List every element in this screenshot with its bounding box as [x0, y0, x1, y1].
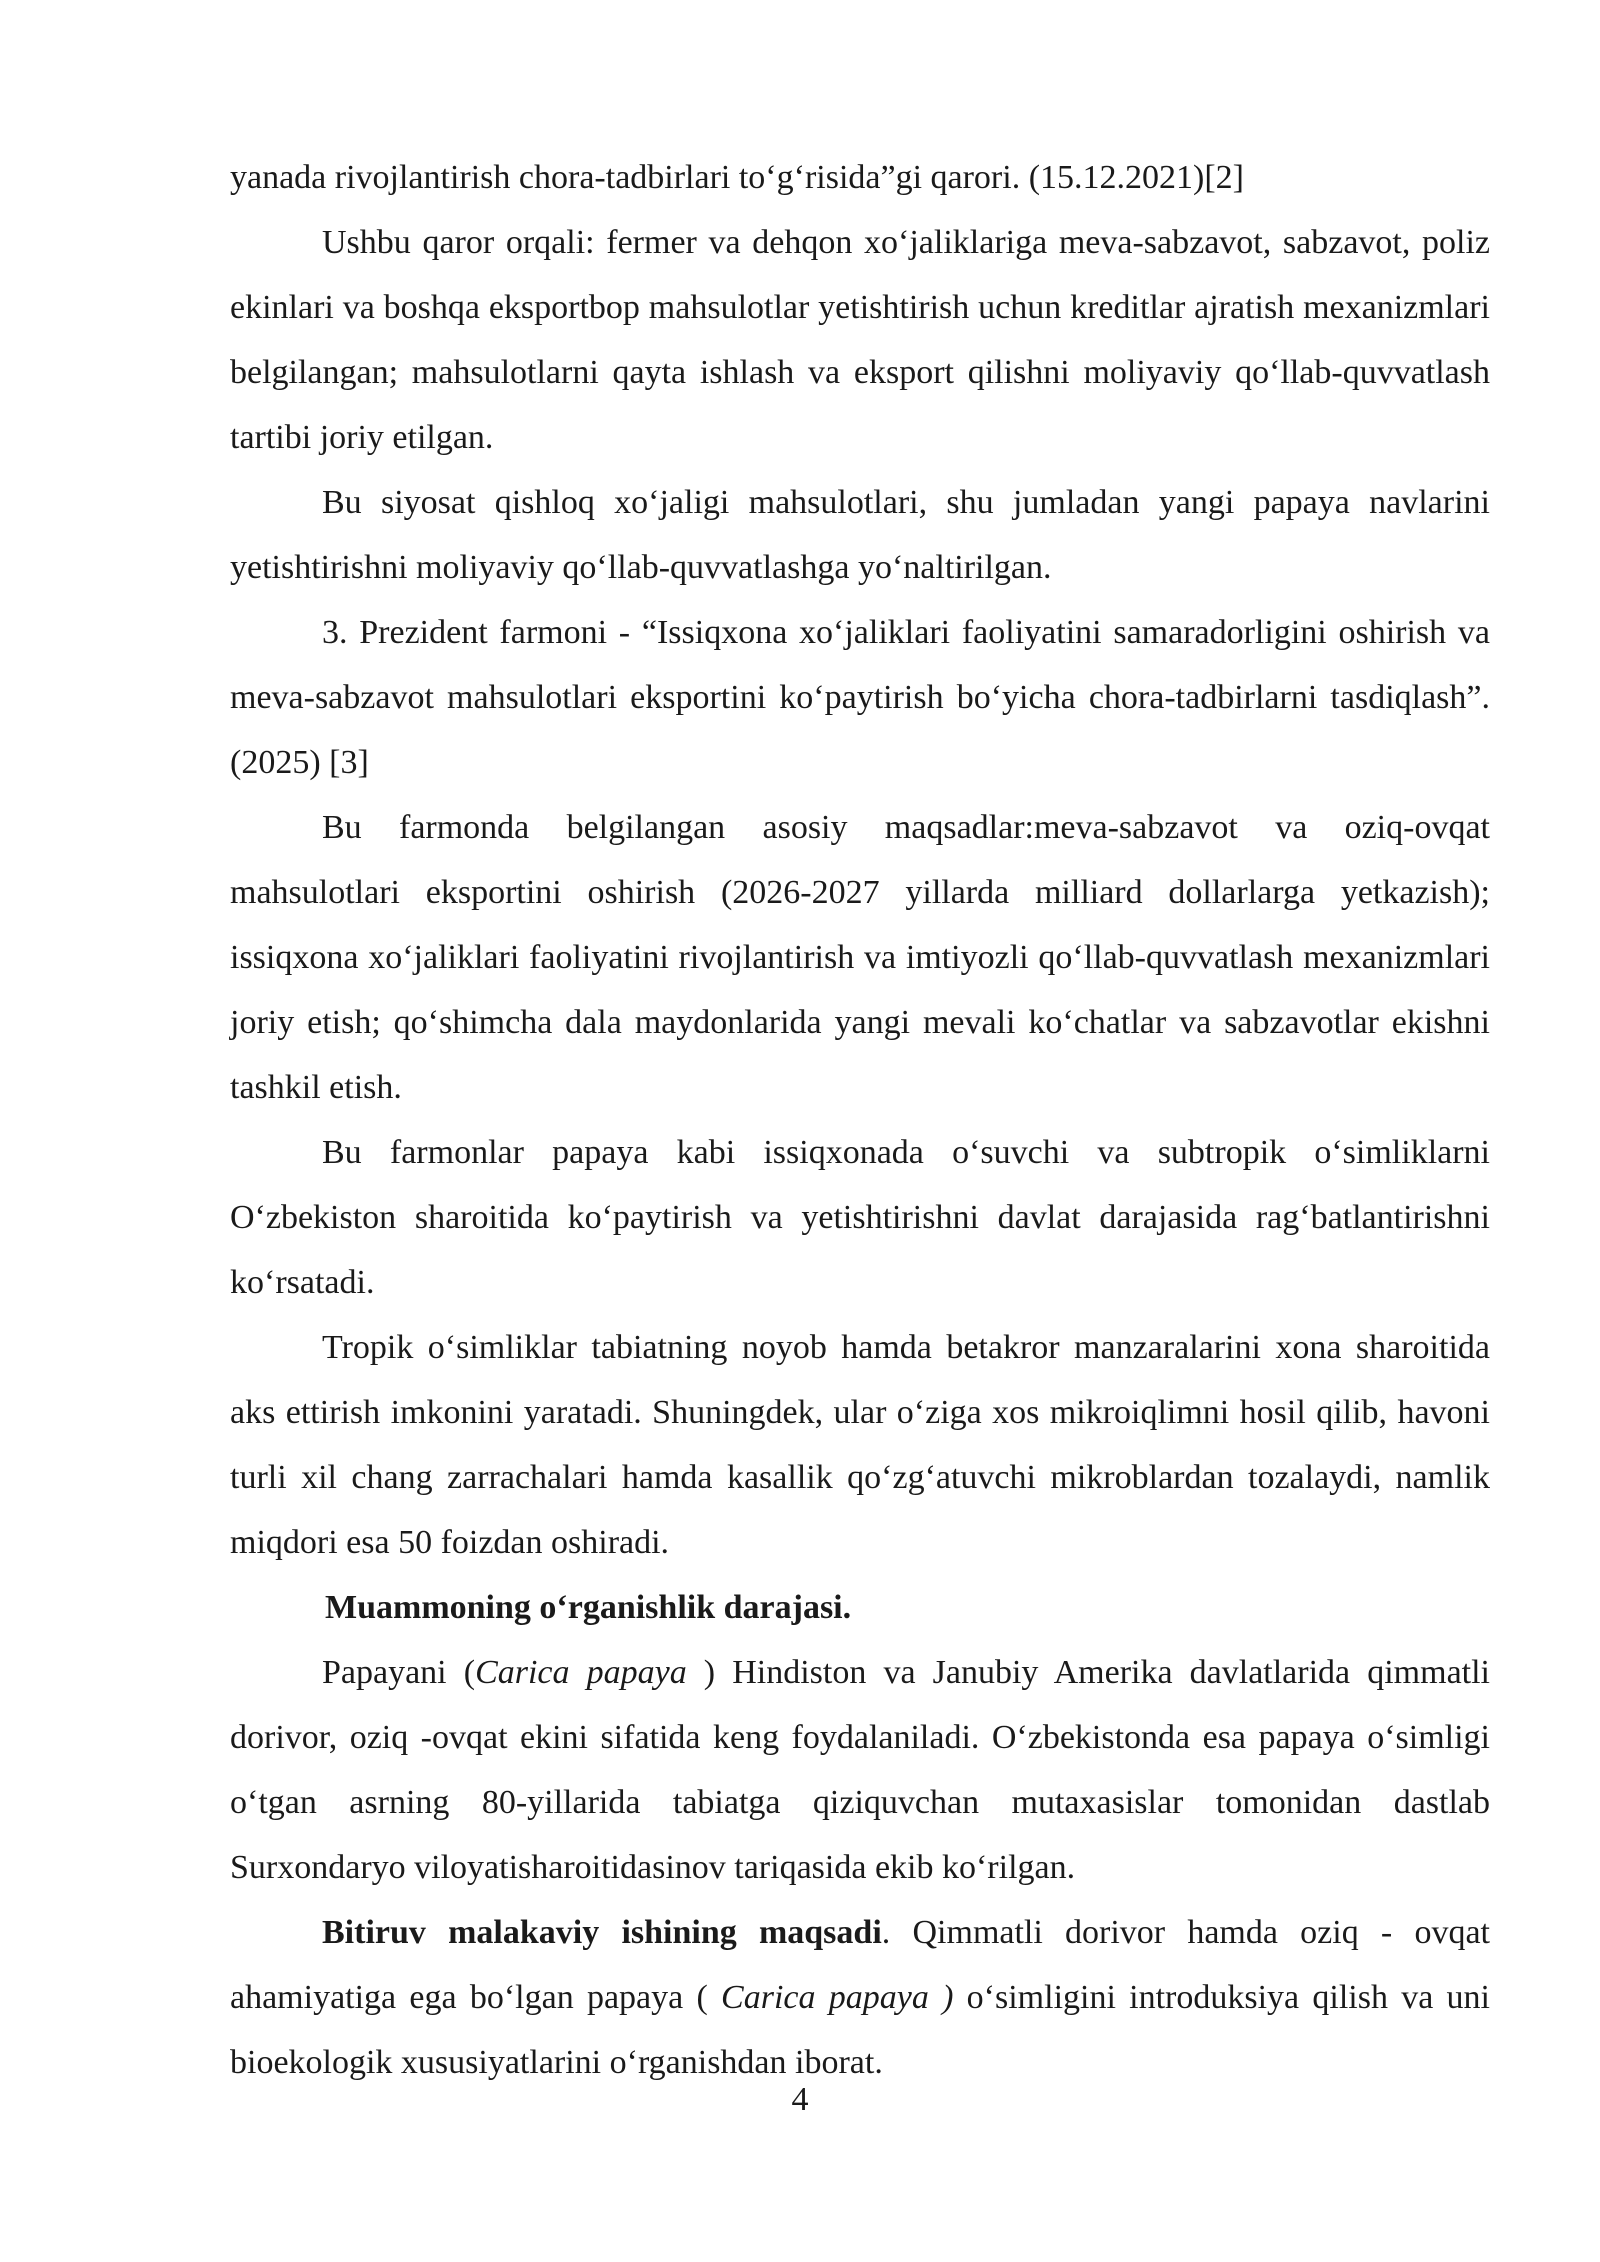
- italic-species-name: Carica papaya: [475, 1654, 687, 1691]
- text-span: o‘simligini introduksiya qilish va uni bioekologik xususiyatlarini o‘rganishdan iborat.: [230, 1979, 1491, 2081]
- paragraph-president-decree: 3. Prezident farmoni - “Issiqxona xo‘jaliklari faoliyatini samaradorligini oshirish va meva-sabzavot mahsulotlari eksportini ko‘paytirish bo‘yicha chora-tadbirlarni tasdiqlash”. (2025) [3]: [230, 614, 1490, 781]
- paragraph-continuation: yanada rivojlantirish chora-tadbirlari to‘g‘risida”gi qarori. (15.12.2021)[2]: [230, 159, 1244, 196]
- paragraph-qaror-details: Ushbu qaror orqali: fermer va dehqon xo‘jaliklariga meva-sabzavot, sabzavot, poliz ekinlari va boshqa eksportbop mahsulotlar yetishtirish uchun kreditlar ajratish mexanizmlari belgilangan; mahsulotlarni qayta ishlash va eksport qilishni moliyaviy qo‘llab-quvvatlash tartibi joriy etilgan.: [230, 224, 1490, 456]
- text-span: ) Hindiston va Janubiy Amerika davlatlarida qimmatli dorivor, oziq -ovqat ekini sifatida keng foydalaniladi. O‘zbekistonda esa papaya o‘simligi o‘tgan asrning 80-yillarida tabiatga qiziquvchan mutaxasislar tomonidan dastlab Surxondaryo viloyatisharoitidasinov tariqasida ekib ko‘rilgan.: [230, 1654, 1491, 1886]
- paragraph-papaya-history: [230, 1640, 1490, 1900]
- paragraph-tropical-plants: Tropik o‘simliklar tabiatning noyob hamda betakror manzaralarini xona sharoitida aks ettirish imkonini yaratadi. Shuningdek, ular o‘ziga xos mikroiqlimni hosil qilib, havoni turli xil chang zarrachalari hamda kasallik qo‘zg‘atuvchi mikroblardan tozalaydi, namlik miqdori esa 50 foizdan oshiradi.: [230, 1329, 1490, 1561]
- paragraph-policy: Bu siyosat qishloq xo‘jaligi mahsulotlari, shu jumladan yangi papaya navlarini yetishtirishni moliyaviy qo‘llab-quvvatlashga yo‘naltirilgan.: [230, 484, 1490, 586]
- paragraph-decree-goals: Bu farmonda belgilangan asosiy maqsadlar:meva-sabzavot va oziq-ovqat mahsulotlari eksportini oshirish (2026-2027 yillarda milliard dollarlarga yetkazish); issiqxona xo‘jaliklari faoliyatini rivojlantirish va imtiyozli qo‘llab-quvvatlash mexanizmlari joriy etish; qo‘shimcha dala maydonlarida yangi mevali ko‘chatlar va sabzavotlar ekishni tashkil etish.: [230, 809, 1490, 1106]
- italic-species-name: Carica papaya ): [721, 1979, 954, 2016]
- page-number: 4: [791, 2081, 809, 2118]
- text-span: . Qimmatli dorivor hamda oziq - ovqat ahamiyatiga ega bo‘lgan papaya (: [230, 1914, 1490, 2016]
- document-body: [230, 145, 1490, 2095]
- text-span: Papayani (: [322, 1654, 476, 1691]
- paragraph-thesis-goal: [230, 1900, 1490, 2095]
- bold-lead-in: Bitiruv malakaviy ishining maqsadi: [322, 1914, 882, 1951]
- section-heading-research-level: Muammoning o‘rganishlik darajasi.: [325, 1589, 852, 1626]
- paragraph-decree-effect: Bu farmonlar papaya kabi issiqxonada o‘suvchi va subtropik o‘simliklarni O‘zbekiston sharoitida ko‘paytirish va yetishtirishni davlat darajasida rag‘batlantirishni ko‘rsatadi.: [230, 1134, 1490, 1301]
